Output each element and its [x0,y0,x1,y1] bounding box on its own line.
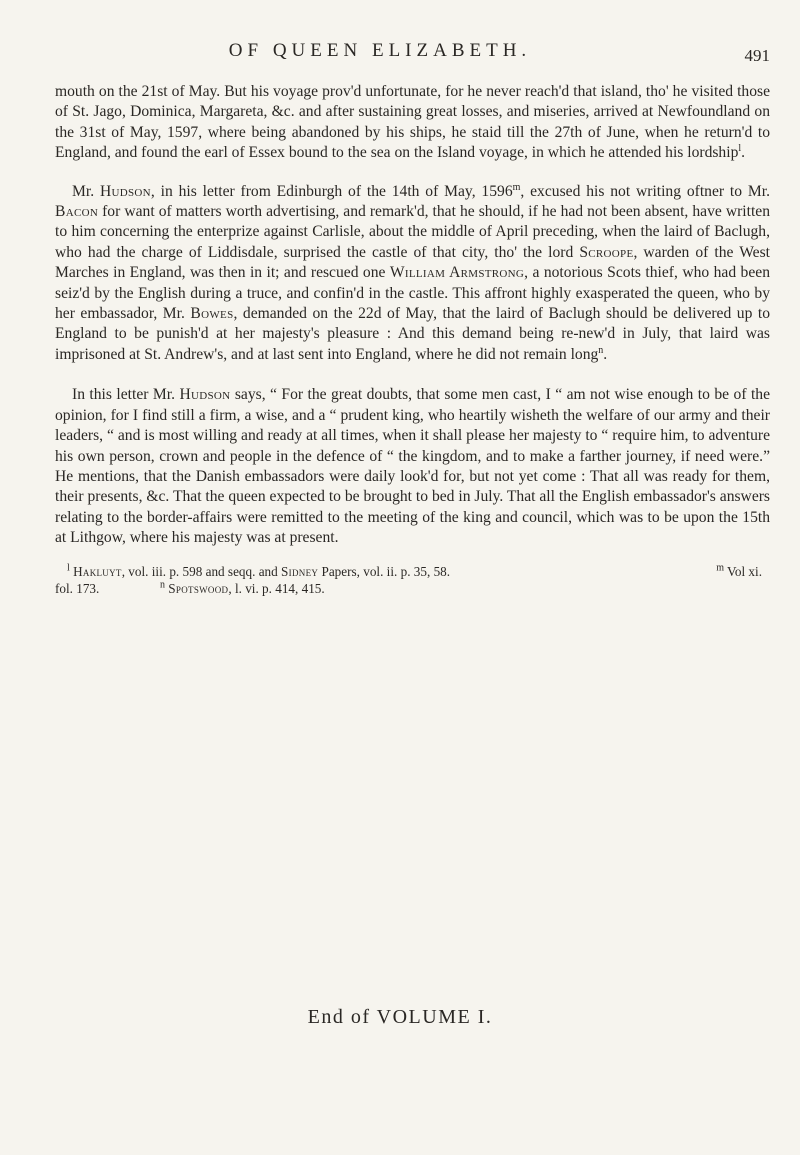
footnote-ref-m: m [512,181,521,193]
footnotes [55,563,770,599]
paragraph-3 [55,385,770,548]
footnote-m [716,563,762,580]
paragraph-2-a: , in his letter from Edinburgh of the 14th of May, 1596 [150,182,513,200]
footnote-l-mark: l [67,562,70,574]
end-of-volume: End of VOLUME I. [307,1006,493,1028]
footnote-ref-l: l [738,143,742,155]
paragraph-2-f: , demanded on the 22d of May, that the laird of Baclugh should be delivered up to England to be punish'd at her majesty's pleasure : And this demand being re-new'd in July, that laird was imprisoned at St. Andrew's, and at last sent into England, where he did not remain long [55,305,770,363]
footnote-n-text: , l. vi. p. 414, 415. [228,580,325,596]
name-bowes: Bowes [190,305,234,323]
name-hudson: Hudson [99,182,151,200]
paragraph-1 [55,82,770,164]
footnote-l [67,563,450,580]
running-title: OF QUEEN ELIZABETH. [228,40,532,61]
name-bacon: Bacon [55,203,99,221]
footnote-n-name: Spotswood [168,580,229,596]
paragraph-3-a: In this letter Mr. [72,386,175,404]
paragraph-1-text: mouth on the 21st of May. But his voyage prov'd unfortunate, for he never reach'd that island, tho' he visited those of St. Jago, Dominica, Margareta, &c. and after sustaining great losses, and miseries, arrived at Newfoundland on the 31st of May, 1597, where being abandoned by his ships, he staid till the 27th of June, when he return'd to England, and found the earl of Essex bound to the sea on the Island voyage, in which he attended his lordship [55,83,770,162]
footnote-n [160,580,325,597]
running-head [55,40,770,76]
name-scroope: Scroope [579,243,634,261]
footnote-m-text: Vol xi. [724,563,762,579]
footnote-n-mark: n [160,579,165,591]
name-william-armstrong: William Armstrong [389,264,525,282]
paragraph-2-lead: Mr. [72,182,95,200]
page [55,40,770,599]
paragraph-2-e: , a notorious Scots thief, who had been seiz'd by the English during a truce, and confin'd in the castle. This affront highly exasperated the queen, who by her embassador, Mr. [55,264,770,323]
paragraph-2-c: for want of matters worth advertising, and remark'd, that he should, if he had not been absent, have written to him concerning the enterprize against Carlisle, about the middle of April preceding, when the laird of Baclugh, who had the charge of Liddisdale, surprised the castle of that city, tho' the lord [55,203,770,261]
paragraph-2-end: . [603,345,608,363]
paragraph-2-d: , warden of the West Marches in England, was then in it; and rescued one [55,243,770,282]
footnote-m-continued: fol. 173. [55,580,100,596]
footnote-l-name: Hakluyt [73,563,122,579]
footnote-m-mark: m [716,562,724,574]
page-number: 491 [744,46,770,65]
footnote-l-text2: Papers, vol. ii. p. 35, 58. [318,563,451,579]
paragraph-2 [55,182,770,366]
paragraph-3-b: says, “ For the great doubts, that some men cast, I “ am not wise enough to be of the opinion, for I find still a firm, a wise, and a “ prudent king, who heartily wisheth the welfare of our army and their leaders, “ and is most willing and ready at all times, when it shall please her majesty to “ require him, to adventure his own person, crown and people in the defence of “ the kingdom, and to make a farther journey, if need were.” He mentions, that the Danish embassadors were daily look'd for, but not yet come : That all was ready for them, their presents, &c. That the queen expected to be brought to bed in July. That all the English embassador's answers relating to the border-affairs were remitted to the meeting of the king and council, which was to be upon the 15th at Lithgow, where his majesty was at present. [55,386,771,547]
footnote-ref-n: n [598,344,604,356]
paragraph-2-b: , excused his not writing oftner to Mr. [520,182,770,200]
footnote-l-text: , vol. iii. p. 598 and seqq. and [121,563,278,579]
name-hudson-2: Hudson [179,386,231,404]
paragraph-1-end: . [741,144,746,162]
footnote-l-name2: Sidney [281,563,319,579]
